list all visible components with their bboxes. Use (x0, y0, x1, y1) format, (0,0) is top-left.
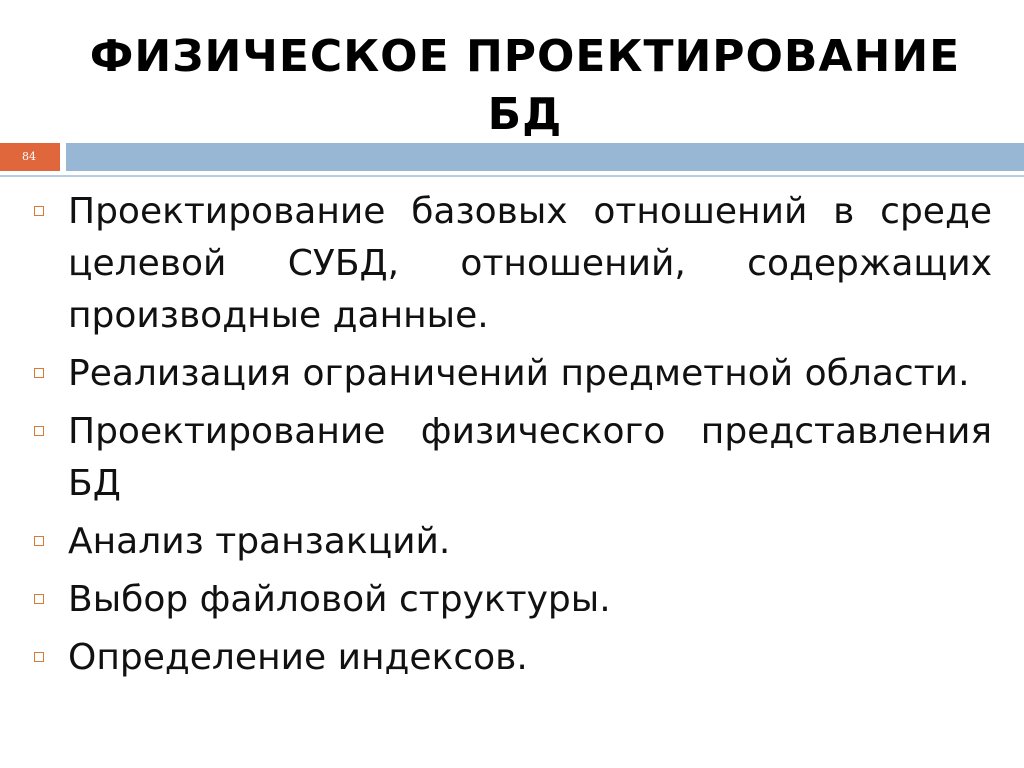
bullet-text: Реализация ограничений предметной области. (68, 353, 970, 394)
list-item (30, 632, 992, 684)
list-item (30, 348, 992, 400)
bullet-text: Проектирование физического представления БД (68, 411, 992, 504)
slide-title: ФИЗИЧЕСКОЕ ПРОЕКТИРОВАНИЕ БД (89, 31, 961, 140)
list-item (30, 186, 992, 342)
square-bullet-icon (34, 652, 44, 662)
header-divider (0, 175, 1024, 177)
bullet-text: Анализ транзакций. (68, 521, 451, 562)
bullet-text: Выбор файловой структуры. (68, 579, 611, 620)
page-number-badge: 84 (0, 143, 60, 171)
list-item (30, 574, 992, 626)
square-bullet-icon (34, 426, 44, 436)
square-bullet-icon (34, 536, 44, 546)
list-item (30, 516, 992, 568)
square-bullet-icon (34, 594, 44, 604)
bullet-text: Проектирование базовых отношений в среде целевой СУБД, отношений, содержащих производные данные. (68, 191, 992, 336)
square-bullet-icon (34, 206, 44, 216)
bullet-text: Определение индексов. (68, 637, 528, 678)
list-item (30, 406, 992, 510)
square-bullet-icon (34, 368, 44, 378)
bullet-list (30, 186, 992, 690)
header-bar (66, 143, 1024, 171)
